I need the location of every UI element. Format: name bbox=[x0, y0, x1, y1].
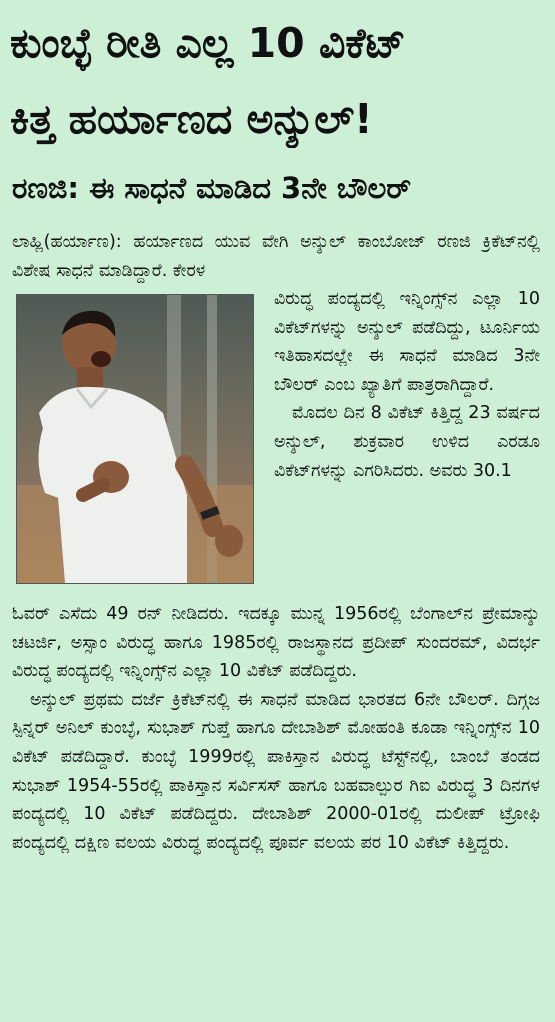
article-para-2-cont: ಓವರ್ ಎಸೆದು 49 ರನ್ ನೀಡಿದರು. ಇದಕ್ಕೂ ಮುನ್ನ 1956ರಲ್ಲಿ ಬೆಂಗಾಲ್‌ನ ಪ್ರೇಮಾನ್ಶು ಚಟರ್ಜಿ, ಅಸ್ಸಾಂ ವಿರುದ್ಧ ಹಾಗೂ 1985ರಲ್ಲಿ ರಾಜಸ್ಥಾನದ ಪ್ರದೀಪ್ ಸುಂದರಮ್, ವಿದರ್ಭ ವಿರುದ್ಧ ಪಂದ್ಯದಲ್ಲಿ ಇನ್ನಿಂಗ್ಸ್‌ನ ಎಲ್ಲಾ 10 ವಿಕೆಟ್ ಪಡೆದಿದ್ದರು. bbox=[12, 604, 540, 682]
subheadline: ರಣಜಿ: ಈ ಸಾಧನೆ ಮಾಡಿದ 3ನೇ ಬೌಲರ್ bbox=[12, 171, 412, 205]
article-intro: ಲಾಹ್ಲಿ(ಹರ್ಯಾಣ): ಹರ್ಯಾಣದ ಯುವ ವೇಗಿ ಅನ್ಶುಲ್ ಕಾಂಬೋಜ್ ರಣಜಿ ಕ್ರಿಕೆಟ್‌ನಲ್ಲಿ ವಿಶೇಷ ಸಾಧನೆ ಮಾಡಿದ್ದಾರೆ. ಕೇರಳ bbox=[12, 232, 540, 281]
article-para-2-start: ಮೊದಲ ದಿನ 8 ವಿಕೆಟ್ ಕಿತ್ತಿದ್ದ 23 ವರ್ಷದ ಅನ್ಶುಲ್, ಶುಕ್ರವಾರ ಉಳಿದ ಎರಡೂ ವಿಕೆಟ್‌ಗಳನ್ನು ಎಗರಿಸಿದರು. ಅವರು 30.1 bbox=[274, 403, 540, 481]
article-para-3: ಅನ್ಶುಲ್ ಪ್ರಥಮ ದರ್ಜೆ ಕ್ರಿಕೆಟ್‌ನಲ್ಲಿ ಈ ಸಾಧನೆ ಮಾಡಿದ ಭಾರತದ 6ನೇ ಬೌಲರ್. ದಿಗ್ಗಜ ಸ್ಪಿನ್ನರ್ ಅನಿಲ್ ಕುಂಬ್ಳೆ, ಸುಭಾಶ್ ಗುಪ್ತೆ ಹಾಗೂ ದೇಬಾಶಿಶ್ ಮೋಹಂತಿ ಕೂಡಾ ಇನ್ನಿಂಗ್ಸ್‌ನ 10 ವಿಕೆಟ್ ಪಡೆದಿದ್ದಾರೆ. ಕುಂಬ್ಳೆ 1999ರಲ್ಲಿ ಪಾಕಿಸ್ತಾನ ವಿರುದ್ಧ ಟೆಸ್ಟ್‌ನಲ್ಲಿ, ಬಾಂಬೆ ತಂಡದ ಸುಭಾಶ್ 1954-55ರಲ್ಲಿ ಪಾಕಿಸ್ತಾನ ಸರ್ವಿಸಸ್ ಹಾಗೂ ಬಹವಾಲ್ಪುರ ಗಿಐ ವಿರುದ್ಧ 3 ದಿನಗಳ ಪಂದ್ಯದಲ್ಲಿ 10 ವಿಕೆಟ್ ಪಡೆದಿದ್ದರು. ದೇಬಾಶಿಶ್ 2000-01ರಲ್ಲಿ ದುಲೀಪ್ ಟ್ರೋಫಿ ಪಂದ್ಯದಲ್ಲಿ ದಕ್ಷಿಣ ವಲಯ ವಿರುದ್ಧ ಪಂದ್ಯದಲ್ಲಿ ಪೂರ್ವ ವಲಯ ಪರ 10 ವಿಕೆಟ್ ಕಿತ್ತಿದ್ದರು. bbox=[12, 689, 540, 853]
article-column-beside-photo bbox=[274, 285, 540, 485]
cricketer-celebration-photo bbox=[16, 294, 254, 584]
article-body-bottom bbox=[12, 600, 540, 857]
headline-line-2: ಕಿತ್ತ ಹರ್ಯಾಣದ ಅನ್ಶುಲ್! bbox=[10, 95, 373, 143]
article-para-1-cont: ವಿರುದ್ಧ ಪಂದ್ಯದಲ್ಲಿ ಇನ್ನಿಂಗ್ಸ್‌ನ ಎಲ್ಲಾ 10 ವಿಕೆಟ್‌ಗಳನ್ನು ಅನ್ಶುಲ್ ಪಡೆದಿದ್ದು, ಟೂರ್ನಿಯ ಇತಿಹಾಸದಲ್ಲೇ ಈ ಸಾಧನೆ ಮಾಡಿದ 3ನೇ ಬೌಲರ್ ಎಂಬ ಖ್ಯಾತಿಗೆ ಪಾತ್ರರಾಗಿದ್ದಾರೆ. bbox=[274, 289, 540, 395]
headline-line-1: ಕುಂಬ್ಳೆ ರೀತಿ ಎಲ್ಲ 10 ವಿಕೆಟ್ bbox=[10, 19, 406, 67]
